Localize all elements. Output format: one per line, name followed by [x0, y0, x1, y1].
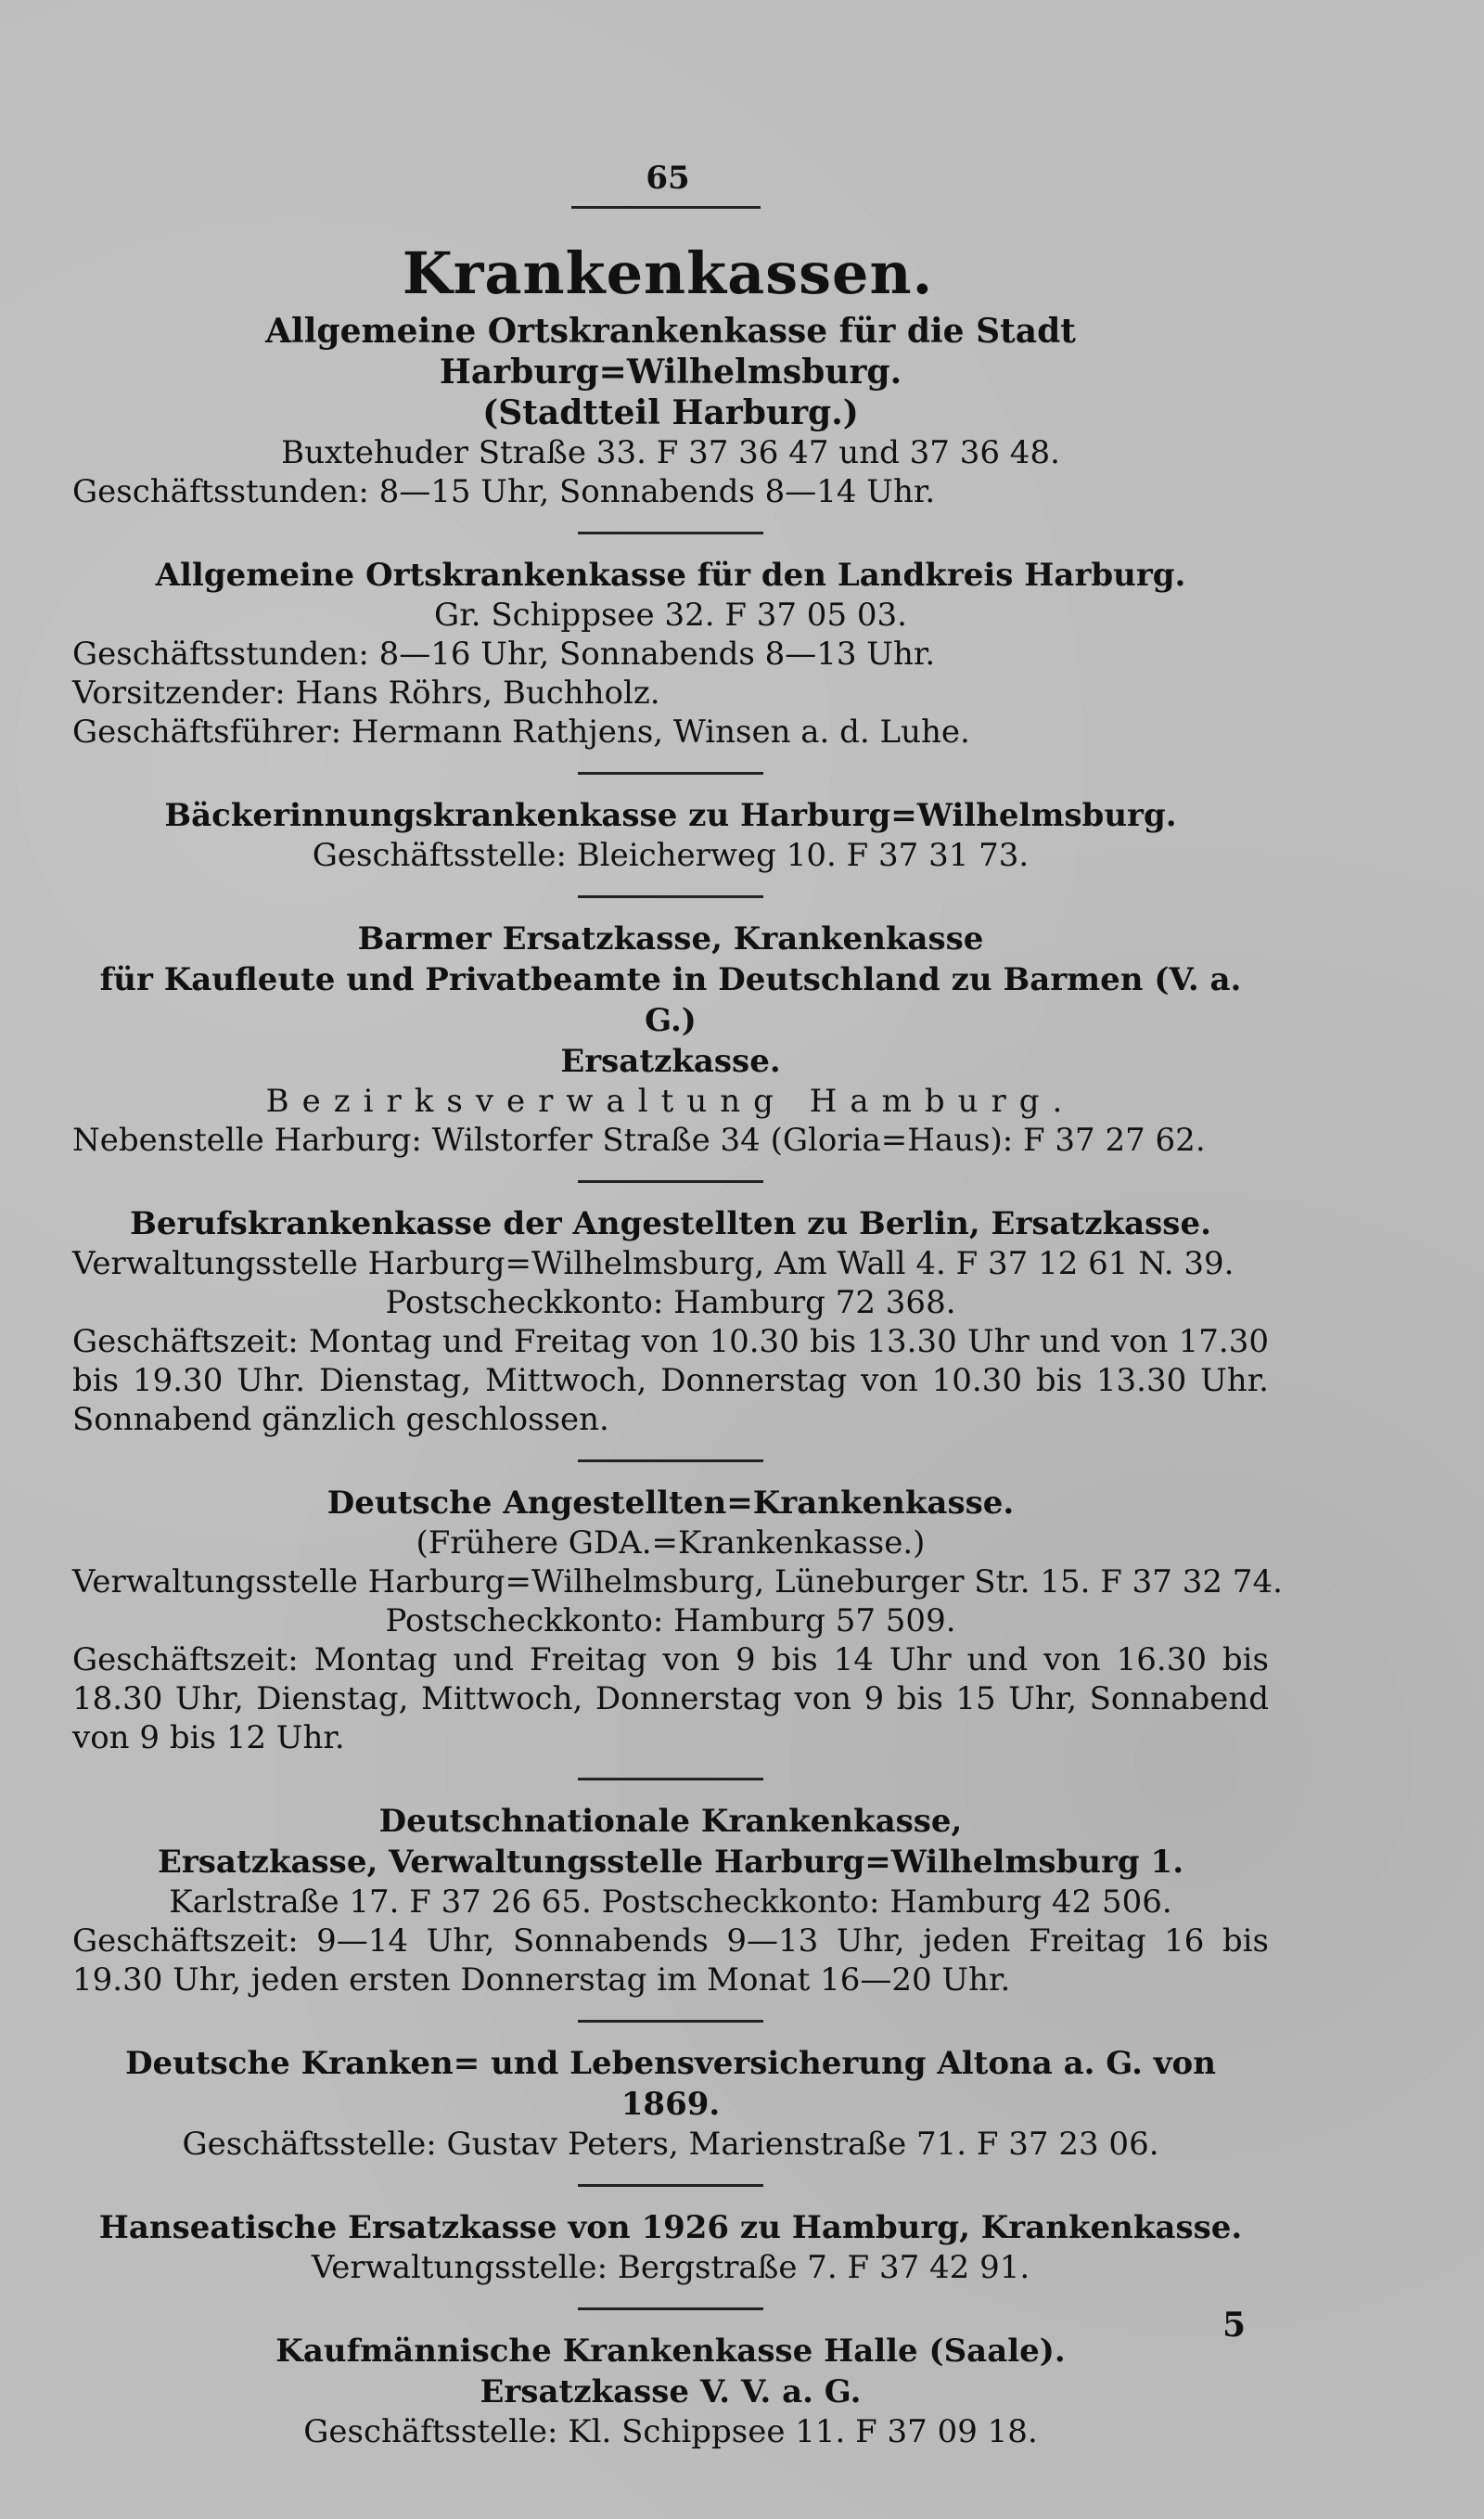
entry [72, 1801, 1269, 1999]
separator-rule [578, 532, 763, 534]
entry-line: Geschäftsführer: Hermann Rathjens, Winsen a. d. Luhe. [72, 713, 970, 751]
entry-line: (Frühere GDA.=Krankenkasse.) [416, 1524, 926, 1562]
entry-heading: für Kaufleute und Privatbeamte in Deutschland zu Barmen (V. a. G.) [99, 961, 1242, 1039]
entry [72, 795, 1269, 875]
entry-line: Verwaltungsstelle Harburg=Wilhelmsburg, Lüneburger Str. 15. F 37 32 74. [72, 1563, 1283, 1600]
page-number-rule [571, 206, 761, 209]
entry [72, 2207, 1269, 2287]
entry-line: Buxtehuder Straße 33. F 37 36 47 und 37 36 48. [281, 434, 1060, 471]
entry-heading: Bäckerinnungskrankenkasse zu Harburg=Wilhelmsburg. [164, 797, 1177, 834]
separator-rule [578, 2307, 763, 2310]
entry-line: Geschäftsstunden: 8—16 Uhr, Sonnabends 8—13 Uhr. [72, 636, 936, 673]
entry-heading: Hanseatische Ersatzkasse von 1926 zu Hamburg, Krankenkasse. [98, 2209, 1243, 2246]
entry-line: Geschäftsstelle: Kl. Schippsee 11. F 37 09 18. [303, 2413, 1038, 2450]
entry-line: Bezirksverwaltung Hamburg. [265, 1083, 1076, 1120]
entry-line: Geschäftsstelle: Gustav Peters, Marienstraße 71. F 37 23 06. [182, 2126, 1159, 2163]
entry-heading: Deutsche Angestellten=Krankenkasse. [326, 1484, 1015, 1522]
entry-paragraph: Geschäftszeit: Montag und Freitag von 9 bis 14 Uhr und von 16.30 bis 18.30 Uhr, Dienstag, Mittwoch, Donnerstag von 9 bis 15 Uhr, Sonnabend von 9 bis 12 Uhr. [72, 1641, 1269, 1756]
entry-heading: Barmer Ersatzkasse, Krankenkasse [357, 920, 984, 957]
entry-heading: Allgemeine Ortskrankenkasse für die Stadt Harburg=Wilhelmsburg. [265, 312, 1076, 392]
entry-line: Gr. Schippsee 32. F 37 05 03. [434, 597, 907, 634]
entry-line: Vorsitzender: Hans Röhrs, Buchholz. [72, 675, 660, 712]
separator-rule [578, 1180, 763, 1183]
entry-heading: Kaufmännische Krankenkasse Halle (Saale). [275, 2333, 1066, 2370]
separator-rule [578, 895, 763, 898]
entry-line: Geschäftsstelle: Bleicherweg 10. F 37 31 73. [312, 837, 1030, 874]
entry-line: Nebenstelle Harburg: Wilstorfer Straße 34 (Gloria=Haus): F 37 27 62. [72, 1122, 1206, 1159]
entry-line: Geschäftsstunden: 8—15 Uhr, Sonnabends 8—14 Uhr. [72, 473, 936, 510]
entry-paragraph: Geschäftszeit: Montag und Freitag von 10.30 bis 13.30 Uhr und von 17.30 bis 19.30 Uhr. Dienstag, Mittwoch, Donnerstag von 10.30 bis 13.30 Uhr. Sonnabend gänzlich geschlossen. [72, 1323, 1269, 1438]
separator-rule [578, 1778, 763, 1780]
signature-mark: 5 [1222, 2306, 1247, 2345]
entry [72, 555, 1269, 752]
entry-line: Verwaltungsstelle: Bergstraße 7. F 37 42 91. [311, 2249, 1030, 2286]
entry-heading: Deutsche Kranken= und Lebensversicherung Altona a. G. von 1869. [125, 2045, 1216, 2123]
entry-line: Verwaltungsstelle Harburg=Wilhelmsburg, Am Wall 4. F 37 12 61 N. 39. [72, 1245, 1235, 1282]
entries-list [72, 311, 1283, 2451]
entry [72, 1483, 1283, 1757]
entry-heading: Allgemeine Ortskrankenkasse für den Landkreis Harburg. [155, 557, 1186, 594]
entry [72, 919, 1269, 1160]
entry-heading: Ersatzkasse V. V. a. G. [480, 2373, 862, 2410]
entry-heading: (Stadtteil Harburg.) [482, 393, 859, 432]
page-title: Krankenkassen. [402, 239, 934, 307]
separator-rule [578, 2020, 763, 2023]
entry-paragraph: Geschäftszeit: 9—14 Uhr, Sonnabends 9—13 Uhr, jeden Freitag 16 bis 19.30 Uhr, jeden ersten Donnerstag im Monat 16—20 Uhr. [72, 1922, 1269, 1998]
separator-rule [578, 1459, 763, 1462]
entry-line: Postscheckkonto: Hamburg 72 368. [385, 1284, 956, 1321]
entry [72, 2043, 1269, 2164]
separator-rule [578, 2184, 763, 2187]
page-number: 65 [646, 160, 690, 197]
entry-heading: Berufskrankenkasse der Angestellten zu Berlin, Ersatzkasse. [130, 1205, 1211, 1242]
entry-heading: Deutschnationale Krankenkasse, [378, 1803, 963, 1840]
entry [72, 2331, 1269, 2451]
entry-line: Postscheckkonto: Hamburg 57 509. [385, 1602, 956, 1639]
entry [72, 311, 1269, 511]
entry [72, 1203, 1269, 1439]
entry-line: Karlstraße 17. F 37 26 65. Postscheckkonto: Hamburg 42 506. [169, 1883, 1172, 1921]
entry-heading: Ersatzkasse. [560, 1043, 781, 1080]
entry-heading: Ersatzkasse, Verwaltungsstelle Harburg=Wilhelmsburg 1. [157, 1844, 1184, 1881]
separator-rule [578, 772, 763, 775]
